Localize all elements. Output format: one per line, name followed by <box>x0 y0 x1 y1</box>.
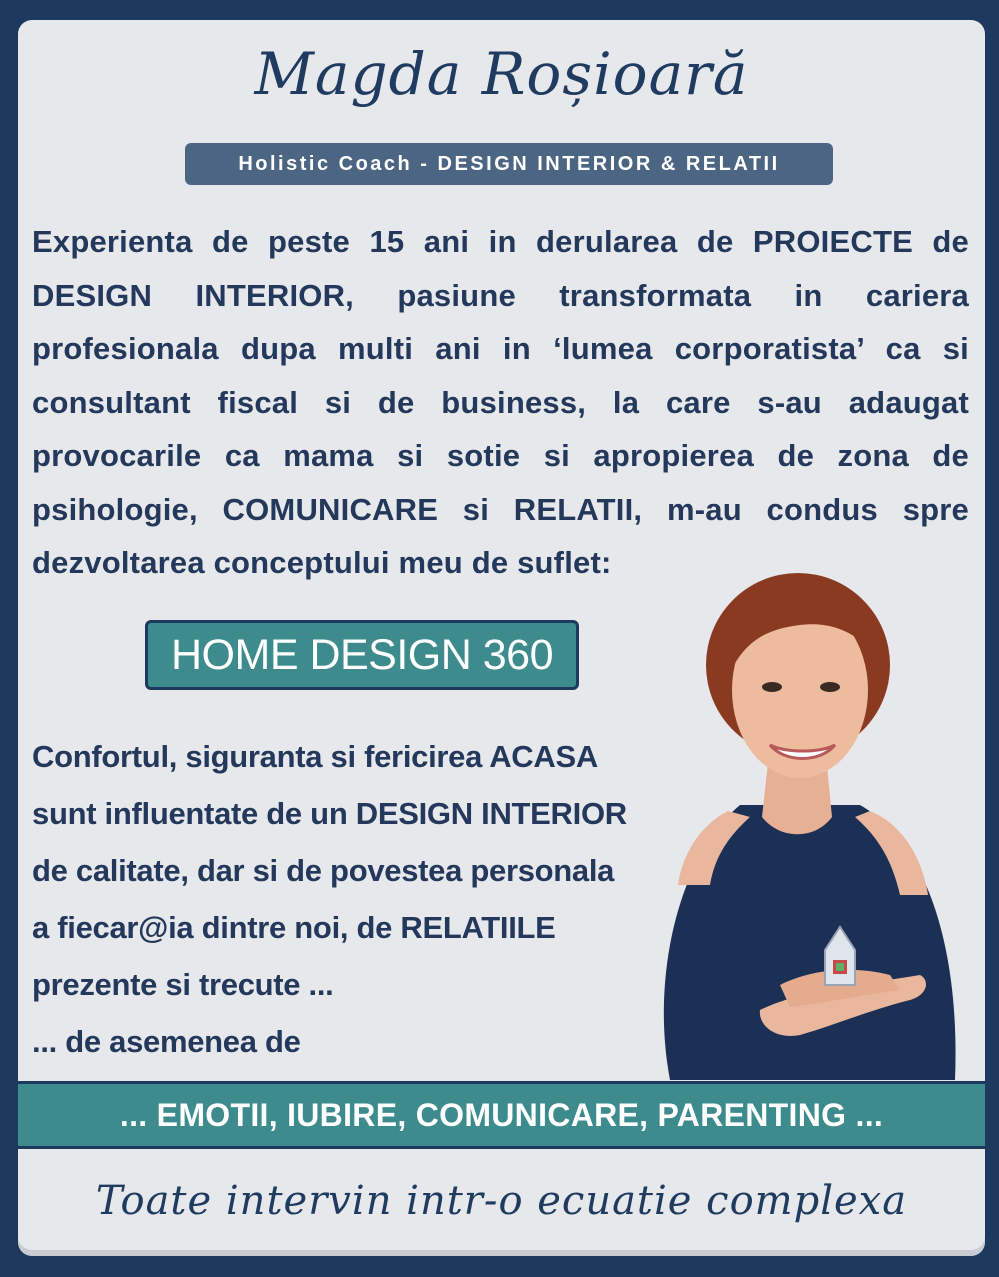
body-paragraph <box>32 728 712 1070</box>
intro-paragraph: Experienta de peste 15 ani in derularea de PROIECTE de DESIGN INTERIOR, pasiune transformata in cariera profesionala dupa multi ani in ‘lumea corporatista’ ca si consultant fiscal si de business, la care s-au adaugat provocarile ca mama si sotie si apropierea de zona de psihologie, COMUNICARE si RELATII, m-au condus spre dezvoltarea conceptului meu de suflet: <box>32 224 969 580</box>
body-line: de calitate, dar si de povestea personala <box>32 853 615 888</box>
subtitle-badge: Holistic Coach - DESIGN INTERIOR & RELATII <box>185 143 833 185</box>
body-line: Confortul, siguranta si fericirea ACASA <box>32 739 598 774</box>
body-line: ... de asemenea de <box>32 1024 301 1059</box>
body-line: a fiecar@ia dintre noi, de RELATIILE <box>32 910 556 945</box>
content-card <box>18 20 985 1256</box>
brand-badge: HOME DESIGN 360 <box>145 620 579 690</box>
topics-banner: ... EMOTII, IUBIRE, COMUNICARE, PARENTING ... <box>18 1081 985 1149</box>
page-title: Magda Roșioară <box>254 40 749 108</box>
footer-tagline: Toate intervin intr-o ecuatie complexa <box>95 1178 908 1224</box>
body-line: sunt influentate de un DESIGN INTERIOR <box>32 796 627 831</box>
body-line: prezente si trecute ... <box>32 967 334 1002</box>
